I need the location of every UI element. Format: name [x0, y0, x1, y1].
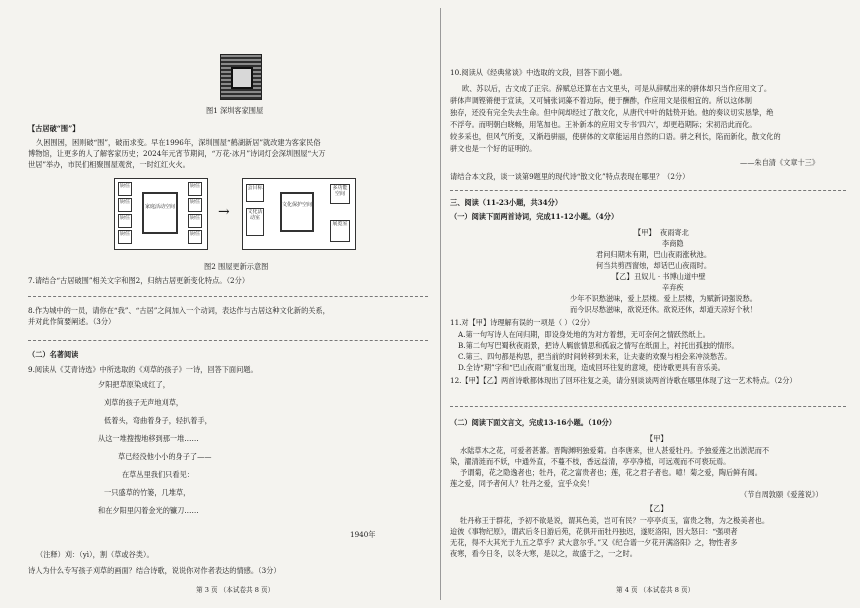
- poem-a-line-1: 君问归期未有期，巴山夜雨涨秋池。: [596, 250, 712, 259]
- section-famous-books: （二）名著阅读: [28, 350, 79, 359]
- poem-b-author: 辛弃疾: [662, 283, 684, 292]
- essay-line-6: 骈文也是一个好的证明的。: [450, 144, 537, 153]
- multipurpose-space: 多功能空间: [330, 184, 350, 204]
- page-footer: 第 3 页 （本试卷共 8 页）: [196, 586, 275, 594]
- intro-line-1: 久困围困，困则破“围”，破而求变。早在1996年，深圳围屋“鹤湖新居”就改建为客家民俗: [36, 138, 321, 147]
- text-b-line-2: 迨彼《事物纪原》，谓武后冬日游后苑，花俱开而牡丹独迟，遂贬洛阳，因大怒曰：“强项者: [450, 527, 738, 536]
- room-right-3: 厨住: [188, 214, 202, 228]
- page-footer: 第 4 页 （本试卷共 8 页）: [616, 586, 695, 594]
- poem-line-3: 低着头，弯曲着身子，轻扒着手，: [104, 416, 212, 425]
- essay-line-3: 独存，还没有完全失去生命。但中间却经过了散文化，从唐代中叶的陆贽开始。他的奏议切实恳挚，绝: [450, 108, 774, 117]
- text-a-tag: 【甲】: [646, 434, 668, 443]
- section-title-ancient-house: 【古居破“围”】: [28, 124, 80, 133]
- figure1-caption: 图1 深圳客家围屋: [206, 106, 264, 115]
- section-classical-chinese: （二）阅读下面文言文，完成13-16小题。（10分）: [450, 418, 616, 427]
- essay-line-2: 骈体声调铿锵便于宣读，又可铺张词藻不着边际，便于酬酢，作应用文是很相宜的。所以这体制: [450, 96, 752, 105]
- section-reading: 三、阅读（11-23小题，共34分）: [450, 198, 563, 207]
- poem-year: 1940年: [350, 530, 376, 539]
- q11-option-b: B.第二句写巴蜀秋夜雨景，把诗人羁旅情思和孤寂之情写在纸面上，衬托出孤独的情形。: [458, 341, 739, 350]
- exhibition-room: 展览室: [330, 220, 350, 242]
- intro-line-2: 博物馆，让更多的人了解客家历史；2024年元宵节期间，“万花·冰月”诗词灯会深圳围屋“大万: [28, 149, 326, 158]
- question-9: 诗人为什么专写孩子刈草的画面？结合诗歌，说说你对作者表达的情感。（3分）: [28, 566, 281, 575]
- family-activity-space: 家庭活动空间: [142, 192, 178, 234]
- text-a-source: （节自周敦颐《爱莲说》）: [740, 490, 823, 499]
- section-reading-sub: （一）阅读下面两首诗词，完成11-12小题。（4分）: [450, 212, 619, 221]
- poem-b-line-1: 少年不识愁滋味，爱上层楼。爱上层楼，为赋新词强说愁。: [570, 294, 757, 303]
- room-left-4: 厨住: [118, 230, 132, 244]
- q11-option-c: C.第三、四句都是构思，把当前的时间转移到未来，让夫妻的欢聚与相会来冲淡愁苦。: [458, 352, 732, 361]
- poem-line-4: 从这一堆搜搜地移到那一堆……: [98, 434, 199, 443]
- poem-line-2: 刈草的孩子无声地刈草，: [104, 398, 184, 407]
- poem-b-title: 丑奴儿 · 书博山道中壁: [634, 272, 706, 281]
- essay-line-1: 欧、苏以后，古文成了正宗。辞赋总还算在古文里头，可是从辞赋出来的骈体却只当作应用文了。: [462, 84, 772, 93]
- text-a-line-3: 予谓菊，花之隐逸者也；牡丹，花之富贵者也；莲，花之君子者也。噫！菊之爱，陶后鲜有闻。: [460, 468, 762, 477]
- room-right-4: 厨住: [188, 230, 202, 244]
- answer-line: [28, 296, 428, 297]
- essay-line-5: 较多采也，但风气所变，又渐趋骈丽，使骈体的文章能运用自然的口语。骈之利长，陷而新化，散文化的: [450, 132, 781, 141]
- poem-note: （注释）刈：（yì），割（草或谷类）。: [36, 550, 154, 559]
- room-left-3: 厨住: [118, 214, 132, 228]
- intro-line-3: 世居”举办，市民们相聚围屋观赏，一时红红火火。: [28, 160, 190, 169]
- question-10-intro: 10.阅读从《经典常谈》中选取的文段，回答下面小题。: [450, 68, 627, 77]
- text-b-line-1: 牡丹称王于群花，予初不欲是说，谓其色美，岂可有民？一亭亭贞玉，富贵之物，为之极美者也。: [460, 516, 770, 525]
- poem-line-1: 夕阳把草原染成红了，: [98, 380, 170, 389]
- question-12: 12.【甲】【乙】两首诗歌都体现出了回环往复之美，请分别谈谈两首诗歌在哪里体现了这一艺术特点。（2分）: [450, 376, 797, 385]
- house-renovation-diagram: [114, 178, 354, 254]
- arrow-icon: →: [218, 204, 230, 220]
- poem-a-title: 夜雨寄北: [660, 228, 689, 237]
- essay-line-4: 不浮夸。而明朝白晓畅，用笔加也。王补新本的应用文专书‘四六’，却更趋期际；宋初沿此而化。: [450, 120, 757, 129]
- culture-room: 文化活动室: [246, 208, 264, 236]
- poem-line-6: 在草丛里我们只看见：: [122, 470, 194, 479]
- poem-a-tag: 【甲】: [634, 228, 656, 237]
- essay-source: ——朱自清《文章十三》: [740, 158, 820, 167]
- right-page: [450, 0, 848, 608]
- answer-line: [450, 190, 846, 191]
- text-b-line-3: 无花，得不大其光于九五之草乎？武大意尔乎。”又《纪合谱一夕花开满洛阳》之，物性者多: [450, 538, 738, 547]
- room-right-2: 厨住: [188, 198, 202, 212]
- question-8-line-2: 并对此作简要阐述。（3分）: [28, 317, 116, 326]
- answer-line: [450, 406, 846, 407]
- hakka-house-photo: [220, 54, 262, 100]
- room-left-2: 厨住: [118, 198, 132, 212]
- question-7: 7.请结合“古居破围”相关文字和图2，归纳古居更新变化特点。（2分）: [28, 276, 250, 285]
- poem-a-author: 李商隐: [662, 239, 684, 248]
- text-a-line-2: 染，濯清涟而不妖，中通外直，不蔓不枝，香远益清，亭亭净植，可远观而不可亵玩焉。: [450, 457, 731, 466]
- q11-option-d: D.全诗“期”字和“巴山夜雨”重复出现，造成回环往复的意境，使诗歌更具有音乐美。: [458, 363, 725, 372]
- answer-line: [28, 340, 428, 341]
- meeting-room: 会目标: [246, 184, 264, 202]
- room-left-1: 厨住: [118, 182, 132, 196]
- text-b-line-4: 夜寒，看今日冬，以冬大寒，是以之，故盛于之，一之时。: [450, 549, 637, 558]
- poem-line-8: 和在夕阳里闪着金光的镰刀……: [98, 506, 199, 515]
- page-divider: [440, 8, 441, 600]
- left-page: [28, 0, 430, 608]
- question-10: 请结合本文段，谈一谈第9题里的现代诗“散文化”特点表现在哪里？（2分）: [450, 172, 690, 181]
- question-11: 11.对【甲】诗理解有误的一项是（ ）（2分）: [450, 318, 595, 327]
- poem-b-tag: 【乙】: [612, 272, 634, 281]
- room-right-1: 厨住: [188, 182, 202, 196]
- culture-protection-space: 文化保护空间: [280, 192, 314, 232]
- text-b-tag: 【乙】: [646, 504, 668, 513]
- question-8-line-1: 8.作为城中的一员，请你在“我”、“古居”之间加入一个动词，表达作与古居这种文化新的关系，: [28, 306, 330, 315]
- text-a-line-1: 水陆草木之花，可爱者甚蕃。晋陶渊明独爱菊。自李唐来，世人甚爱牡丹。予独爱莲之出淤泥而不: [460, 446, 770, 455]
- text-a-line-4: 莲之爱，同予者何人？牡丹之爱，宜乎众矣！: [450, 479, 594, 488]
- poem-line-7: 一只盛草的竹篓，几堆草，: [104, 488, 191, 497]
- q11-option-a: A.第一句写诗人在问归期，即设身处地的为对方着想，无可奈何之情跃然纸上。: [458, 330, 710, 339]
- question-9-intro: 9.阅读从《艾青诗选》中所选取的《刈草的孩子》一诗，回答下面问题。: [28, 365, 258, 374]
- poem-line-5: 草已经没他小小的身子了——: [118, 452, 212, 461]
- figure2-caption: 图2 围屋更新示意图: [204, 262, 269, 271]
- poem-b-line-2: 而今识尽愁滋味，欲说还休。欲说还休，却道天凉好个秋！: [570, 305, 757, 314]
- poem-a-line-2: 何当共剪西窗烛，却话巴山夜雨时。: [596, 261, 712, 270]
